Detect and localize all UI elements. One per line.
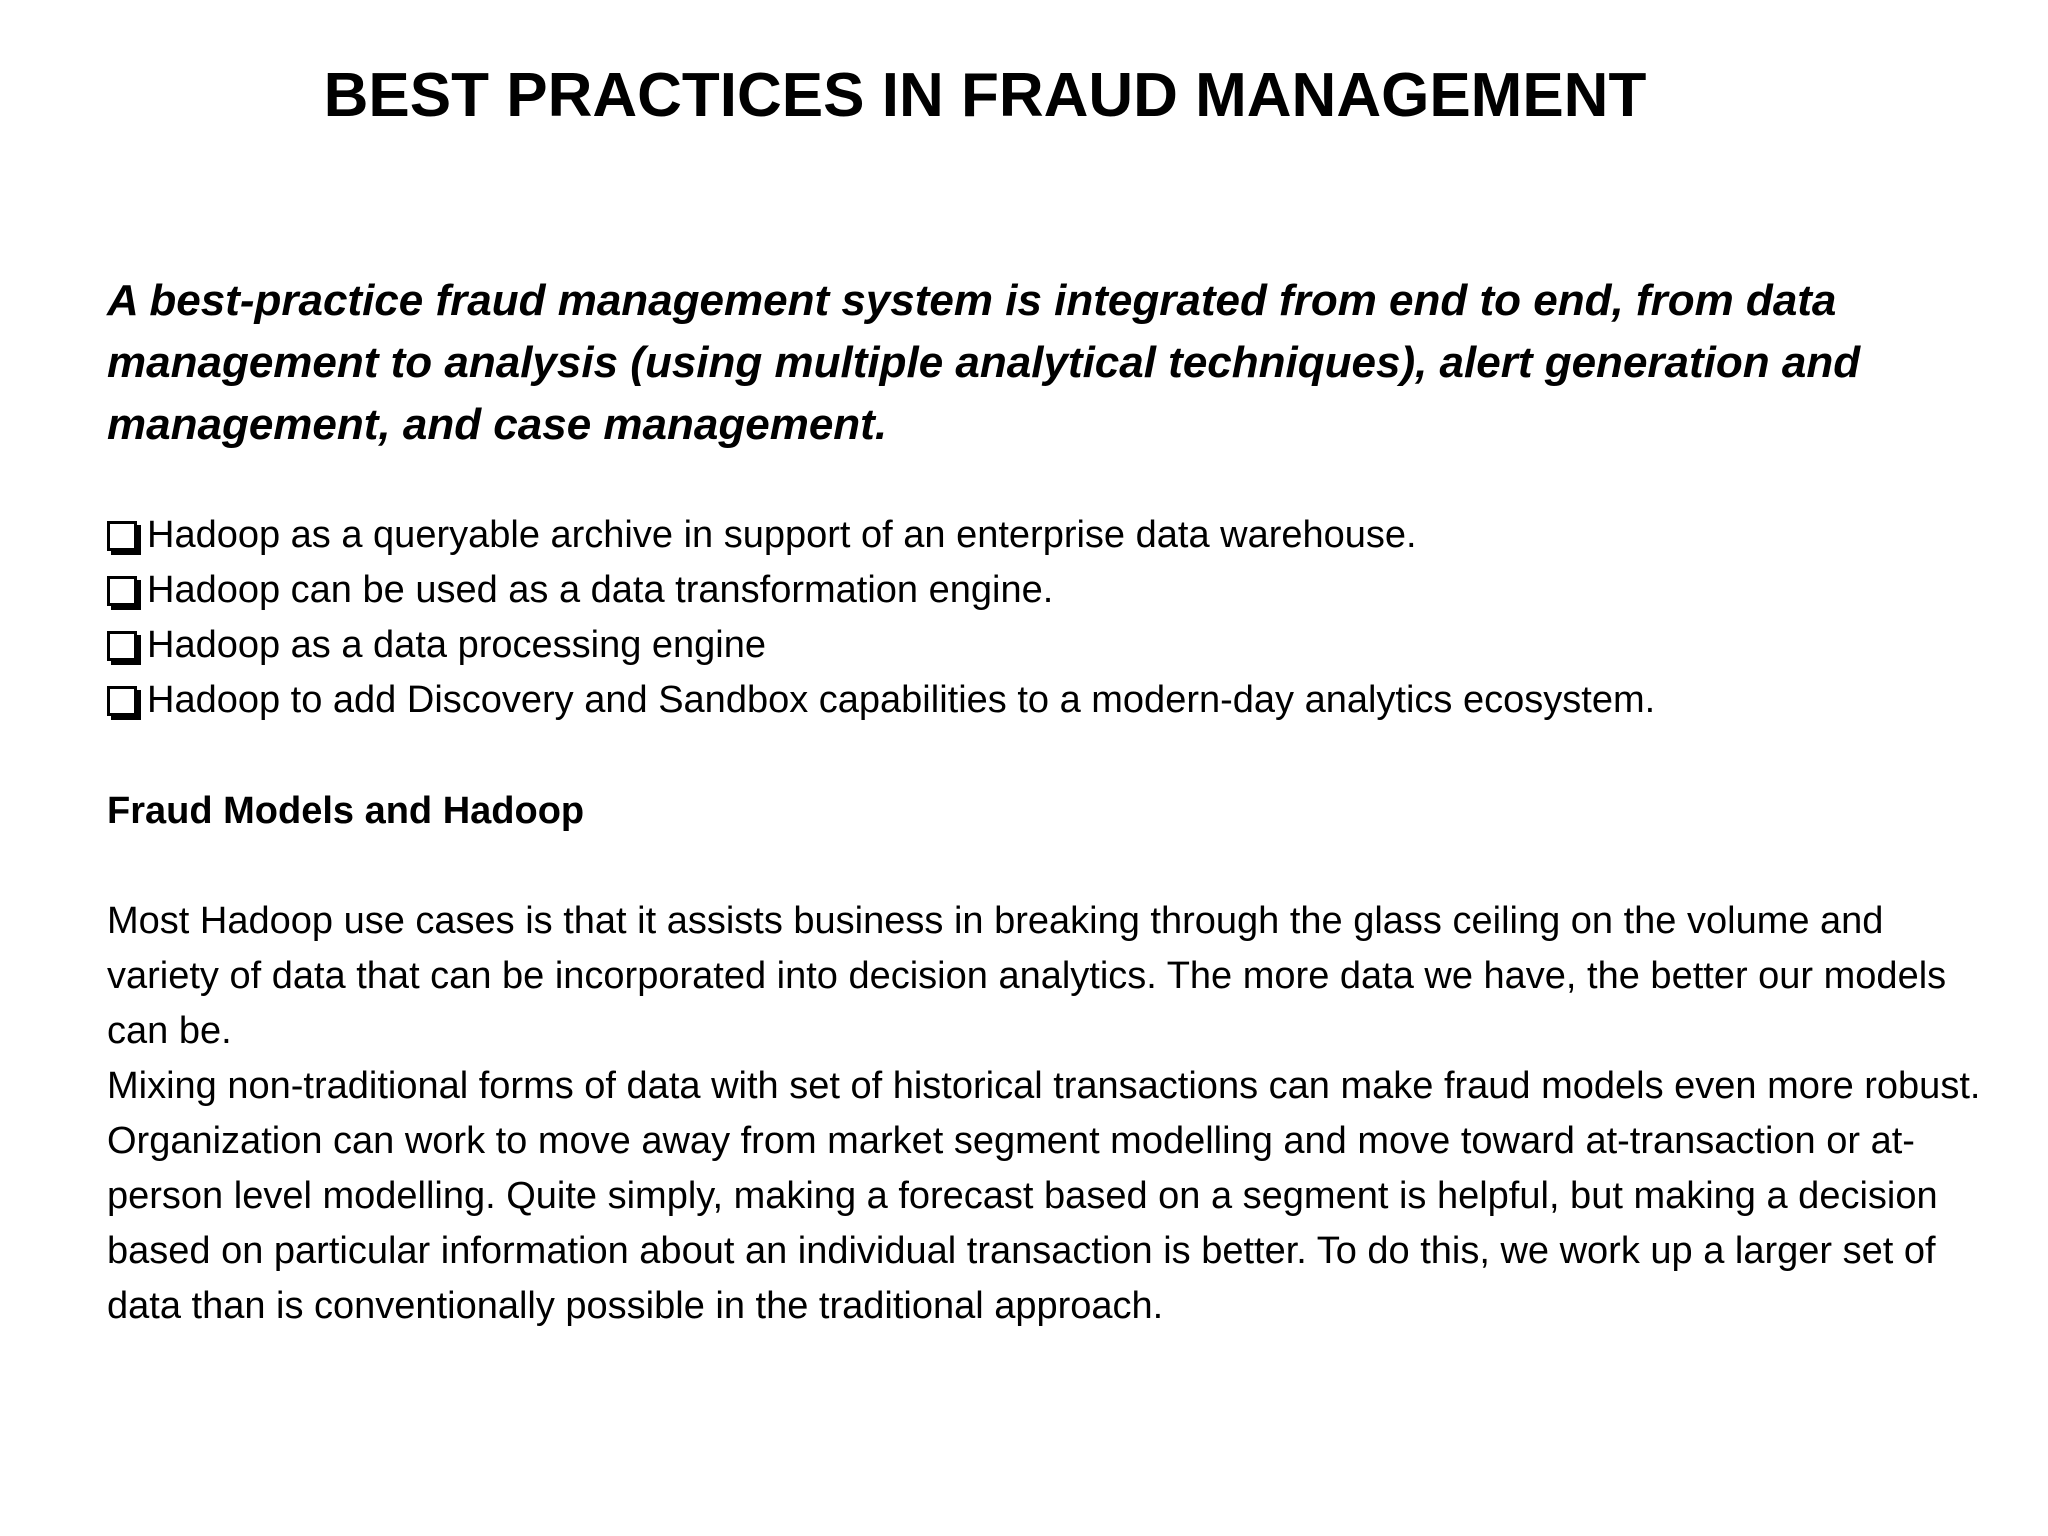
bullet-item <box>107 618 1987 673</box>
section-heading: Fraud Models and Hadoop <box>107 790 585 832</box>
bullet-text: Hadoop as a queryable archive in support of an enterprise data warehouse. <box>147 514 1417 556</box>
checkbox-icon <box>107 521 137 551</box>
checkbox-icon <box>107 576 137 606</box>
checkbox-icon <box>107 686 137 716</box>
body-paragraphs <box>107 894 1987 1334</box>
paragraph: Mixing non-traditional forms of data with set of historical transactions can make fraud models even more robust. <box>107 1065 1981 1107</box>
checkbox-icon <box>107 631 137 661</box>
bullet-item <box>107 673 1987 728</box>
slide-content <box>107 270 1987 1334</box>
bullet-text: Hadoop can be used as a data transformation engine. <box>147 569 1054 611</box>
paragraph: Most Hadoop use cases is that it assists business in breaking through the glass ceiling on the volume and variety of data that can be incorporated into decision analytics. The more data we have, the better our models can be. <box>107 900 1947 1052</box>
lead-statement: A best-practice fraud management system is integrated from end to end, from data management to analysis (using multiple analytical techniques), alert generation and management, and case management. <box>107 276 1861 449</box>
slide-title: BEST PRACTICES IN FRAUD MANAGEMENT <box>323 61 1647 130</box>
bullet-item <box>107 508 1987 563</box>
bullet-text: Hadoop as a data processing engine <box>147 624 767 666</box>
bullet-text: Hadoop to add Discovery and Sandbox capabilities to a modern-day analytics ecosystem. <box>147 679 1656 721</box>
bullet-list <box>107 508 1987 728</box>
paragraph: Organization can work to move away from market segment modelling and move toward at-transaction or at-person level modelling. Quite simply, making a forecast based on a segment is helpful, but making a decision based on particular information about an individual transaction is better. To do this, we work up a larger set of data than is conventionally possible in the traditional approach. <box>107 1120 1938 1327</box>
bullet-item <box>107 563 1987 618</box>
